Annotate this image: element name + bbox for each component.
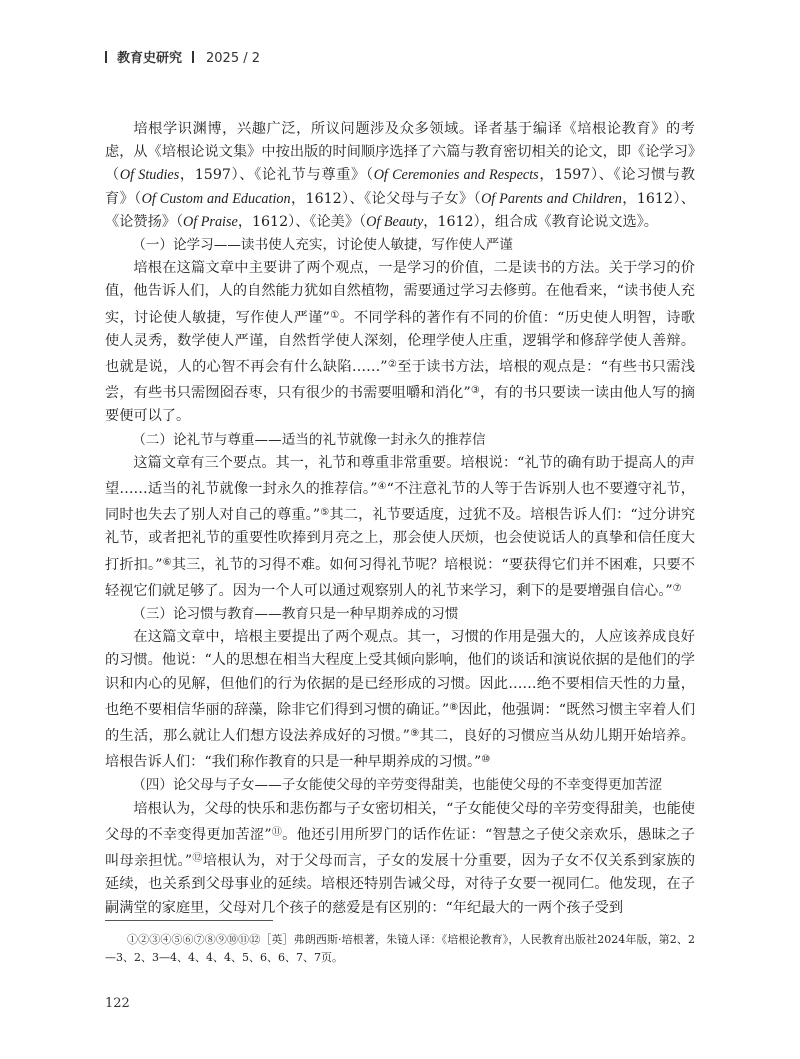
running-header xyxy=(105,47,260,66)
header-bar-separator xyxy=(192,51,194,63)
article-body xyxy=(105,118,695,920)
footnote-ref: ⑤ xyxy=(320,507,330,519)
section-heading-1: （一）论学习——读书使人充实，讨论使人敏捷，写作使人严谨 xyxy=(132,237,513,254)
footnote-divider xyxy=(105,920,273,921)
journal-title: 教育史研究 xyxy=(117,51,183,66)
footnote-ref: ⑪ xyxy=(271,826,283,838)
issue-number: 2025 / 2 xyxy=(206,51,261,66)
header-bar-left xyxy=(105,51,107,63)
footnote-ref: ④ xyxy=(377,481,387,493)
section-4-paragraph: 培根认为，父母的快乐和悲伤都与子女密切相关，“子女能使父母的辛劳变得甜美，也能使父母的不幸变得更加苦涩”⑪。他还引用所罗门的话作佐证：“智慧之子使父亲欢乐，愚昧之子叫母亲担忧。”⑫培根认为，对于父母而言，子女的发展十分重要，因为子女不仅关系到家族的延续，也关系到父母事业的延续。培根还特别告诫父母，对待子女要一视同仁。他发现，在子嗣满堂的家庭里，父母对几个孩子的慈爱是有区别的：“年纪最大的一两个孩子受到 xyxy=(105,800,696,916)
footnote-ref: ⑦ xyxy=(672,582,682,594)
footnote-ref: ⑫ xyxy=(192,853,203,865)
section-1-paragraph: 培根在这篇文章中主要讲了两个观点，一是学习的价值，二是读书的方法。关于学习的价值，他告诉人们，人的自然能力犹如自然植物，需要通过学习去修剪。在他看来，“读书使人充实，讨论使人敏捷，写作使人严谨”①。不同学科的著作有不同的价值：“历史使人明智，诗歌使人灵秀，数学使人严谨，自然哲学使人深刻，伦理学使人庄重，逻辑学和修辞学使人善辩。也就是说，人的心智不再会有什么缺陷……”②至于读书方法，培根的观点是：“有些书只需浅尝，有些书只需囫囵吞枣，只有很少的书需要咀嚼和消化”③，有的书只要读一读由他人写的摘要便可以了。 xyxy=(105,260,696,425)
footnote-ref: ⑨ xyxy=(409,728,420,740)
page-number: 122 xyxy=(105,996,130,1011)
section-2-paragraph: 这篇文章有三个要点。其一，礼节和尊重非常重要。培根说：“礼节的确有助于提高人的声望……适当的礼节就像一封永久的推荐信。”④“不注意礼节的人等于告诉别人也不要遵守礼节，同时也失去了别人对自己的尊重。”⑤其二，礼节要适度，过犹不及。培根告诉人们：“过分讲究礼节，或者把礼节的重要性吹捧到月亮之上，那会使人厌烦，也会使说话人的真挚和信任度大打折扣。”⑥其三，礼节的习得不难。如何习得礼节呢？培根说：“要获得它们并不困难，只要不轻视它们就足够了。因为一个人可以通过观察别人的礼节来学习，剩下的是要增强自信心。”⑦ xyxy=(105,454,696,599)
footnote: ①②③④⑤⑥⑦⑧⑨⑩⑪⑫［英］弗朗西斯·培根著，朱镜人译：《培根论教育》，人民教育出版社2024年版，第2、2—3、2、3—4、4、4、4、5、6、6、7、7页。 xyxy=(105,933,695,964)
section-heading-4: （四）论父母与子女——子女能使父母的辛劳变得甜美，也能使父母的不幸变得更加苦涩 xyxy=(132,777,663,794)
intro-paragraph: 培根学识渊博，兴趣广泛，所议问题涉及众多领域。译者基于编译《培根论教育》的考虑，从《培根论说文集》中按出版的时间顺序选择了六篇与教育密切相关的论文，即《论学习》（Of Studies，1597）、《论礼节与尊重》（Of Ceremonies and Respects，1597）、《论习惯与教育》（Of Custom and Education，1612）、《论父母与子女》（Of Parents and Children，1612）、《论赞扬》（Of Praise，1612）、《论美》（Of Beauty，1612），组合成《教育论说文选》。 xyxy=(105,121,695,230)
footnote-ref: ⑩ xyxy=(481,754,491,766)
footnote-ref: ① xyxy=(329,309,340,321)
footnote-ref: ② xyxy=(387,359,398,371)
section-3-paragraph: 在这篇文章中，培根主要提出了两个观点。其一，习惯的作用是强大的，人应该养成良好的习惯。他说：“人的思想在相当大程度上受其倾向影响，他们的谈话和演说依据的是他们的学识和内心的见解，但他们的行为依据的是已经形成的习惯。因此……绝不要相信天性的力量，也绝不要相信华丽的辞藻，除非它们得到习惯的确证。”⑧因此，他强调：“既然习惯主宰着人们的生活，那么就让人们想方设法养成好的习惯。”⑨其二，良好的习惯应当从幼儿期开始培养。培根告诉人们：“我们称作教育的只是一种早期养成的习惯。”⑩ xyxy=(105,629,696,771)
footnote-ref: ⑥ xyxy=(162,556,172,568)
section-heading-3: （三）论习惯与教育——教育只是一种早期养成的习惯 xyxy=(132,606,459,623)
footnote-ref: ⑧ xyxy=(449,701,459,713)
footnote-ref: ③ xyxy=(470,385,481,397)
section-heading-2: （二）论礼节与尊重——适当的礼节就像一封永久的推荐信 xyxy=(132,431,486,448)
